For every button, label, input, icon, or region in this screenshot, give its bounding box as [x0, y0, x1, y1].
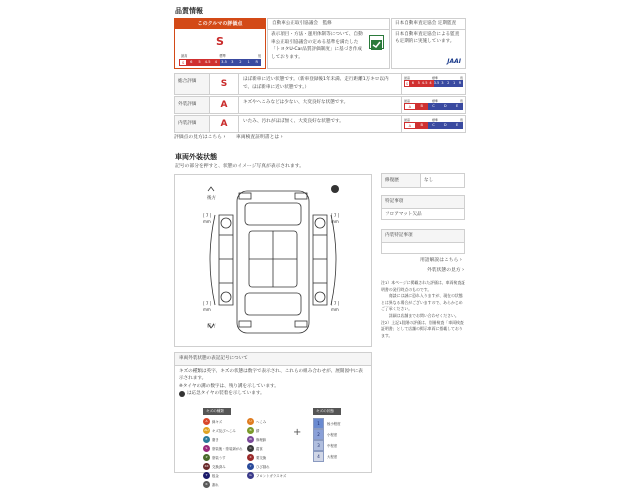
type-item [203, 444, 247, 452]
type-code-icon: AU [204, 427, 209, 432]
state-label: 小程度 [327, 433, 338, 437]
rating-row [174, 96, 466, 114]
eval-box [174, 18, 266, 69]
type-code-icon: Y [247, 463, 254, 470]
scale-high-label: 低 [257, 54, 261, 58]
type-code-icon: R [203, 481, 210, 488]
type-code-icon: E [203, 436, 210, 443]
rating-label: 外装評価 [175, 97, 210, 113]
types-panel [203, 408, 291, 488]
interior-value [382, 243, 464, 247]
jaai-logo: JAAI [447, 58, 461, 65]
rating-scale [401, 97, 465, 113]
type-code-icon: A [203, 418, 210, 425]
type-item [203, 462, 247, 470]
jaai-text: 日本自動車査定協会による監査も定期的に実施しています。 [395, 31, 460, 45]
jaai-title: 日本自動車査定協会 定期監査 [392, 19, 465, 30]
scale-cell: 4 [429, 81, 432, 85]
type-code-icon: S [203, 445, 210, 452]
types-header: キズの種類 [203, 408, 231, 415]
scale-cell: 3.5 [433, 81, 440, 85]
states-header: キズの状態 [313, 408, 341, 415]
exterior-instruction: 記号の部分を押すと、状態のイメージ写真が表示されます。 [175, 164, 304, 169]
type-label: 塗装後・塗装剥がれ [212, 446, 243, 451]
rating-desc: いたみ、汚れがほぼ無く、大変良好な状態です。 [243, 119, 344, 124]
state-num: 3 [313, 440, 324, 451]
legend-line2: ※タイヤの溝の数字は、残り溝を示しています。 [179, 383, 279, 389]
scale-cell: 4.5 [204, 60, 211, 64]
rating-grade: A [210, 97, 239, 113]
scale-cell: 3 [228, 59, 236, 66]
link-cert[interactable]: 車両検査証明書とは › [236, 133, 283, 140]
quality-heading: 品質情報 [175, 7, 203, 15]
type-item [203, 417, 247, 425]
type-label: 磨き [212, 437, 219, 442]
link-view[interactable]: 外装状態の見方 › [427, 266, 464, 273]
scale-cell: R [458, 81, 462, 85]
eval-score: S [216, 35, 224, 48]
scale-bar [179, 59, 263, 66]
scale-low-label: 最高 [181, 54, 188, 58]
rating-scale [401, 74, 465, 94]
interior-box [381, 229, 465, 254]
notes [381, 280, 466, 339]
scale-cell: C [428, 122, 440, 129]
states-panel [313, 408, 353, 462]
scale-head: 最高 [404, 99, 411, 103]
legend-box [174, 352, 372, 487]
plus-sign: + [293, 427, 302, 438]
type-item [203, 426, 247, 434]
scale-cell: A [404, 122, 416, 129]
state-num: 1 [313, 418, 324, 429]
state-num: 2 [313, 429, 324, 440]
scale-head: 低 [459, 99, 463, 103]
rear-label: 後方 [207, 196, 216, 201]
type-item [247, 426, 291, 434]
assoc-title: 自動車公正取引協議会 監修 [268, 19, 389, 30]
assoc-logo-icon [369, 35, 384, 49]
type-item [247, 462, 291, 470]
type-label: 線キズ [212, 419, 223, 424]
tire-label-fr[interactable]: [ 7 ] mm [331, 213, 340, 224]
state-item [313, 440, 353, 451]
rating-grade: S [210, 74, 239, 94]
assoc-box [267, 18, 390, 69]
scale-cell: 1 [245, 59, 253, 66]
rating-label: 内装評価 [175, 116, 210, 132]
scale-cell: 5 [195, 59, 203, 66]
eval-box-title: このクルマの評価点 [175, 19, 265, 29]
front-label: 前方 [207, 324, 216, 329]
type-label: ひび割れ [256, 464, 270, 469]
state-label: 極小程度 [327, 422, 341, 426]
rating-table [174, 73, 466, 133]
type-item [247, 417, 291, 425]
scale-cell: B [416, 103, 428, 110]
type-code-icon: U [247, 418, 254, 425]
state-num: 4 [313, 451, 324, 462]
type-label: 要交換 [256, 455, 267, 460]
type-label: 腐食 [256, 446, 263, 451]
interior-label: 内装特記事項 [382, 230, 464, 243]
type-label: へこみ [256, 419, 267, 424]
type-item [247, 444, 291, 452]
scale-cell: D [439, 103, 451, 110]
rating-label: 総合評価 [175, 74, 210, 94]
car-outline-icon [175, 175, 371, 346]
scale-cell: 6 [187, 59, 195, 66]
type-code-icon: P [203, 454, 210, 461]
type-label: 板金 [212, 473, 219, 478]
scale-cell: 2 [236, 59, 244, 66]
repair-label: 修復歴 [382, 174, 421, 187]
type-code-icon: T [203, 472, 210, 479]
type-item [203, 453, 247, 461]
type-label: 塗装うす [212, 455, 226, 460]
type-code-icon: XX [204, 463, 209, 468]
eval-scale [179, 53, 263, 66]
type-label: 交換済み [212, 464, 226, 469]
type-item [247, 453, 291, 461]
scale-cell: 4 [212, 59, 220, 66]
rating-desc: ほぼ新車に近い状態です。（新車登録後1年未満、走行距離1万キロ以内で、ほぼ新車に近い状態です。） [243, 77, 389, 90]
rating-desc: キズやへこみなどは少ない、大変良好な状態です。 [243, 100, 349, 105]
rating-grade: A [210, 116, 239, 132]
car-diagram [174, 174, 372, 347]
scale-head: 標準 [431, 76, 438, 80]
scale-head: 標準 [431, 99, 438, 103]
special-label: 特記事項 [382, 196, 464, 209]
state-label: 大程度 [327, 455, 338, 459]
scale-head: 低 [459, 118, 463, 122]
type-code-icon: W [247, 436, 254, 443]
rating-row [174, 73, 466, 95]
state-item [313, 451, 353, 462]
note-line: 詳細は店舗までお問い合わせください。 [381, 312, 459, 318]
type-item [247, 435, 291, 443]
note-line: 商談には誠に恐れ入りますが、現在の状態とは異なる場合がございますので、あらかじめご了承ください。 [381, 293, 463, 312]
jaai-box [391, 18, 466, 69]
spare-tire-icon [331, 185, 339, 193]
scale-cell: A [404, 103, 416, 110]
legend-title: 車両外装状態の表記記号について [175, 353, 371, 366]
state-item [313, 429, 353, 440]
tire-label-rr[interactable]: [ 7 ] mm [331, 301, 340, 312]
scale-cell: 6 [411, 81, 415, 85]
types-grid [203, 417, 291, 488]
scale-cell: 5 [417, 81, 420, 85]
scale-cell: R [253, 59, 261, 66]
assoc-text: 表示項目・方法・運用体制等について、自動車公正取引協議会の定める基準を満たした「トヨタU-Car品質評価制度」に基づき作成しております。 [271, 32, 363, 60]
type-label: 錆 [256, 428, 260, 433]
scale-head: 最高 [404, 118, 411, 122]
type-code-icon: X [247, 454, 254, 461]
scale-cell: E [451, 103, 463, 110]
tire-label-rl[interactable]: [ 7 ] mm [203, 301, 212, 312]
link-terms[interactable]: 用語解説はこちら › [420, 256, 462, 263]
type-item [203, 471, 247, 479]
rating-scale [401, 116, 465, 132]
scale-cell: D [439, 122, 451, 129]
legend-line1: キズの種類は英字、キズの状態は数字で表示され、これらの組み合わせが、展開図中に表示されます。 [179, 368, 363, 382]
scale-head: 低 [459, 76, 463, 80]
exterior-heading: 車両外装状態 [175, 153, 217, 161]
scale-cell: 2 [447, 81, 450, 85]
type-code-icon: C [247, 445, 254, 452]
type-label: 割れ [212, 482, 219, 487]
state-item [313, 418, 353, 429]
spare-note: は応急タイヤの装着を示しています。 [187, 391, 265, 397]
scale-cell: B [416, 122, 428, 129]
repair-box [381, 173, 465, 188]
scale-head: 標準 [431, 118, 438, 122]
type-item [203, 480, 247, 488]
note-line: 注2）上記1段階の評価は、別冊検査「車両検査証明書」として店舗の掲示車両に搭載しております。 [381, 319, 464, 338]
type-code-icon: G [247, 472, 254, 479]
note-line: 注1）本ページに掲載された評価は、車両検査証明書の発行時点のものです。 [381, 280, 466, 292]
scale-cell: 3.5 [221, 60, 227, 64]
state-label: 中程度 [327, 444, 338, 448]
scale-head: 最高 [404, 76, 411, 80]
type-item [247, 471, 291, 479]
special-value: フロアマット欠品 [385, 211, 422, 217]
type-label: 修理跡 [256, 437, 267, 442]
link-eval[interactable]: 評価点の見方はこちら › [174, 133, 225, 140]
type-label: フロントガラスキズ [256, 473, 287, 478]
rating-row [174, 115, 466, 133]
scale-cell: C [428, 103, 440, 110]
scale-cell: S [179, 59, 187, 66]
type-label: キズ及びへこみ [212, 428, 236, 433]
tire-label-fl[interactable]: [ 7 ] mm [203, 213, 212, 224]
special-box [381, 195, 465, 220]
legend-spare [175, 390, 371, 398]
spare-tire-icon [179, 391, 185, 397]
scale-cell: 1 [452, 81, 456, 85]
scale-cell: E [451, 122, 463, 129]
scale-mid-label: 標準 [219, 54, 226, 58]
scale-cell: 4.5 [421, 81, 428, 85]
type-item [203, 435, 247, 443]
type-code-icon: B [247, 427, 254, 434]
scale-cell: S [405, 82, 409, 86]
repair-value: なし [424, 178, 434, 183]
states-list [313, 418, 353, 462]
scale-cell: 3 [441, 81, 444, 85]
